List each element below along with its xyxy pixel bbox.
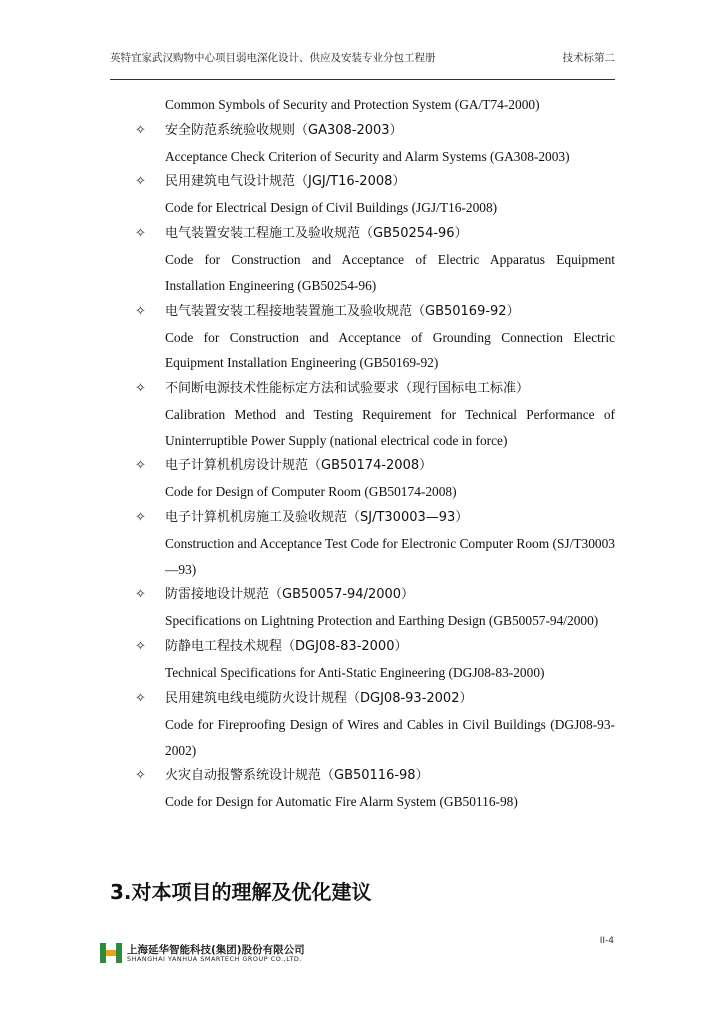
standard-item — [135, 221, 615, 298]
standard-item — [135, 453, 615, 505]
standard-title-cn: 防静电工程技术规程（DGJ08-83-2000） — [165, 639, 408, 655]
standard-title-en: Calibration Method and Testing Requirement for Technical Performance of Uninterruptible Power Supply (national electrical code in force) — [165, 406, 615, 448]
diamond-bullet-icon: ✧ — [135, 768, 146, 784]
diamond-bullet-icon: ✧ — [135, 510, 146, 526]
standard-title-en: Code for Design for Automatic Fire Alarm System (GB50116-98) — [165, 794, 518, 810]
standard-item — [135, 376, 615, 453]
standard-title-en: Code for Electrical Design of Civil Buildings (JGJ/T16-2008) — [165, 200, 498, 216]
standard-title-en: Acceptance Check Criterion of Security and Alarm Systems (GA308-2003) — [165, 148, 570, 164]
standard-item — [135, 505, 615, 582]
diamond-bullet-icon: ✧ — [135, 122, 146, 138]
standard-item — [135, 582, 615, 634]
page-number: II-4 — [599, 936, 614, 946]
company-logo — [100, 941, 360, 967]
diamond-bullet-icon: ✧ — [135, 458, 146, 474]
standard-title-en: Construction and Acceptance Test Code for Electronic Computer Room (SJ/T30003—93) — [165, 536, 615, 577]
standard-title-en: Technical Specifications for Anti-Static Engineering (DGJ08-83-2000) — [165, 665, 545, 681]
standard-title-en: Code for Design of Computer Room (GB50174-2008) — [165, 484, 457, 500]
standard-title-en: Code for Construction and Acceptance of Grounding Connection Electric Equipment Installation Engineering (GB50169-92) — [165, 329, 615, 371]
diamond-bullet-icon: ✧ — [135, 174, 146, 190]
logo-mark-icon — [100, 941, 122, 965]
header-section-label: 技术标第二 — [562, 52, 615, 64]
standard-item — [135, 299, 615, 376]
intro-line: Common Symbols of Security and Protection System (GA/T74-2000) — [165, 97, 540, 112]
standard-title-en: Code for Fireproofing Design of Wires and Cables in Civil Buildings (DGJ08-93-2002) — [165, 716, 615, 758]
company-name-cn: 上海延华智能科技(集团)股份有限公司 — [127, 944, 305, 956]
standard-item — [135, 763, 615, 815]
standard-title-cn: 安全防范系统验收规则（GA308-2003） — [165, 122, 403, 138]
diamond-bullet-icon: ✧ — [135, 587, 146, 603]
standard-item — [135, 169, 615, 221]
header-rule — [110, 79, 615, 80]
standard-item — [135, 634, 615, 686]
standard-title-cn: 民用建筑电线电缆防火设计规程（DGJ08-93-2002） — [165, 690, 473, 706]
standard-item — [135, 118, 615, 170]
company-name-en: SHANGHAI YANHUA SMARTECH GROUP CO.,LTD. — [127, 955, 302, 963]
standard-title-en: Code for Construction and Acceptance of Electric Apparatus Equipment Installation Engineering (GB50254-96) — [165, 252, 615, 293]
standard-title-cn: 电气装置安装工程施工及验收规范（GB50254-96） — [165, 226, 468, 242]
standard-title-cn: 电子计算机机房施工及验收规范（SJ/T30003—93） — [165, 510, 469, 526]
standards-list — [135, 92, 615, 815]
standard-title-en: Specifications on Lightning Protection and Earthing Design (GB50057-94/2000) — [165, 613, 599, 629]
standard-title-cn: 电气装置安装工程接地装置施工及验收规范（GB50169-92） — [165, 303, 520, 319]
standard-item — [135, 686, 615, 763]
standard-title-cn: 电子计算机机房设计规范（GB50174-2008） — [165, 458, 433, 474]
standard-title-cn: 不间断电源技术性能标定方法和试验要求（现行国标电工标准） — [165, 380, 530, 396]
header-title: 英特宜家武汉购物中心项目弱电深化设计、供应及安装专业分包工程册 — [110, 52, 436, 64]
diamond-bullet-icon: ✧ — [135, 380, 146, 396]
standard-title-cn: 防雷接地设计规范（GB50057-94/2000） — [165, 587, 415, 603]
diamond-bullet-icon: ✧ — [135, 639, 146, 655]
diamond-bullet-icon: ✧ — [135, 690, 146, 706]
standard-title-cn: 火灾自动报警系统设计规范（GB50116-98） — [165, 768, 429, 784]
section-heading: 3.对本项目的理解及优化建议 — [110, 880, 372, 904]
standard-title-cn: 民用建筑电气设计规范（JGJ/T16-2008） — [165, 174, 406, 190]
diamond-bullet-icon: ✧ — [135, 303, 146, 319]
diamond-bullet-icon: ✧ — [135, 226, 146, 242]
